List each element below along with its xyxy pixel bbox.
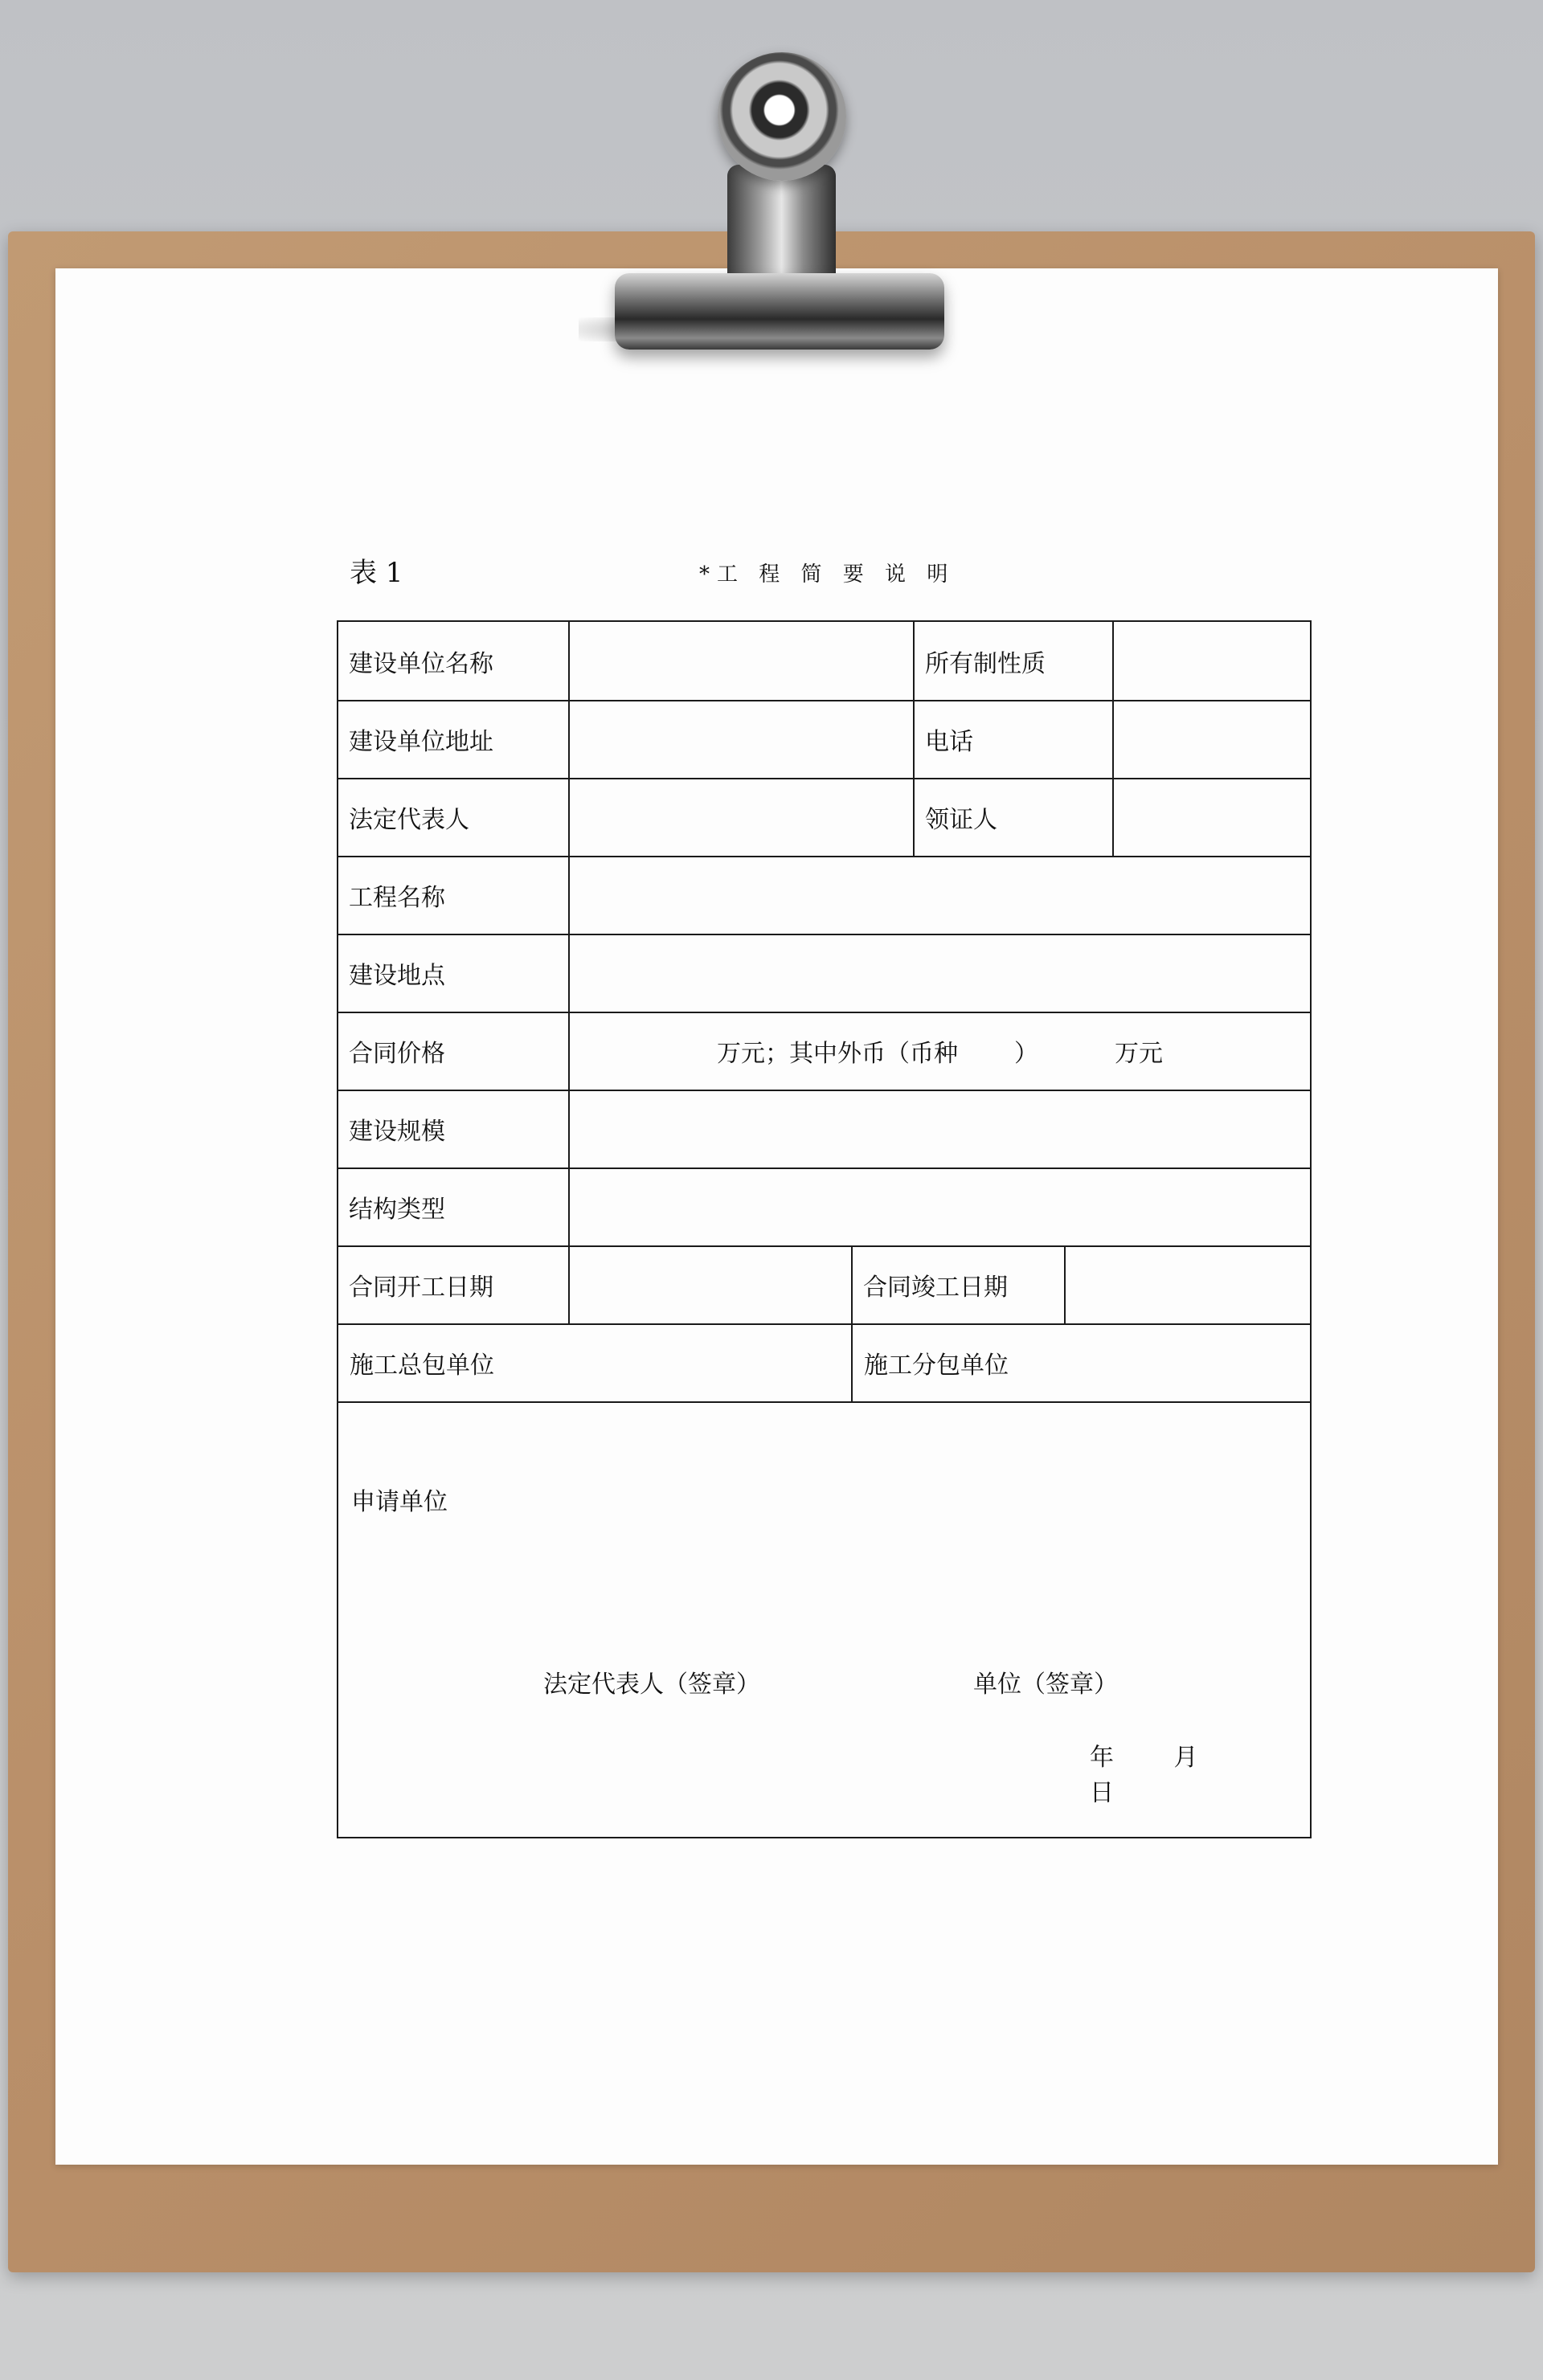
month-label: 月: [1173, 1744, 1198, 1772]
price-text-a: 万元；其中外币（币种: [717, 1039, 958, 1068]
field-legal-rep[interactable]: [570, 778, 915, 856]
binder-clip-ring-icon: [718, 52, 846, 181]
label-site: [338, 934, 570, 1012]
document-title: *工 程 简 要 说 明: [699, 562, 956, 587]
label-text: 所有制性质: [925, 649, 1046, 678]
label-text: 合同价格: [349, 1039, 445, 1068]
form-row-owner-name: [338, 622, 1310, 701]
label-text: 合同竣工日期: [863, 1273, 1008, 1302]
label-structure: [338, 1168, 570, 1245]
application-form: [337, 620, 1312, 1838]
label-subcontractor: 施工分包单位: [864, 1351, 1009, 1380]
unit-seal-label: 单位（签章）: [973, 1670, 1118, 1699]
field-structure[interactable]: [570, 1168, 1310, 1245]
field-owner-name[interactable]: [570, 622, 915, 700]
label-contract-price: [338, 1012, 570, 1090]
year-label: 年: [1090, 1744, 1114, 1772]
label-text: 建设单位地址: [349, 727, 493, 756]
field-subcontractor[interactable]: [853, 1323, 1310, 1401]
label-license-recipient: [915, 778, 1114, 856]
label-text: 电话: [925, 727, 973, 756]
label-text: 结构类型: [349, 1195, 445, 1224]
date-line: [1090, 1737, 1310, 1808]
field-general-contractor[interactable]: [338, 1323, 853, 1401]
field-contract-price[interactable]: [570, 1012, 1310, 1090]
form-row-contractors: [338, 1323, 1310, 1403]
field-ownership-type[interactable]: [1114, 622, 1310, 700]
field-scale[interactable]: [570, 1090, 1310, 1168]
label-owner-name: [338, 622, 570, 700]
form-row-project-name: [338, 856, 1310, 935]
price-text-b: ）: [1014, 1039, 1038, 1068]
label-owner-address: [338, 700, 570, 778]
form-row-contract-price: [338, 1012, 1310, 1091]
applicant-section: [338, 1401, 1310, 1837]
field-completion-date[interactable]: [1066, 1245, 1310, 1323]
field-owner-address[interactable]: [570, 700, 915, 778]
applicant-label: 申请单位: [351, 1488, 448, 1516]
label-phone: [915, 700, 1114, 778]
label-text: 工程名称: [349, 883, 445, 912]
field-site[interactable]: [570, 934, 1310, 1012]
field-start-date[interactable]: [570, 1245, 853, 1323]
binder-clip-bar: [615, 273, 944, 350]
table-number: 表 1: [350, 557, 403, 589]
label-text: 合同开工日期: [349, 1273, 493, 1302]
label-project-name: [338, 856, 570, 934]
label-scale: [338, 1090, 570, 1168]
field-project-name[interactable]: [570, 856, 1310, 934]
label-text: 建设单位名称: [349, 649, 493, 678]
form-row-dates: [338, 1245, 1310, 1325]
label-text: 领证人: [925, 805, 997, 834]
day-label: 日: [1090, 1779, 1114, 1807]
label-ownership-type: [915, 622, 1114, 700]
label-text: 建设规模: [349, 1117, 445, 1146]
label-general-contractor: 施工总包单位: [350, 1351, 494, 1380]
label-text: 法定代表人: [349, 805, 469, 834]
form-row-legal-rep: [338, 778, 1310, 857]
form-row-scale: [338, 1090, 1310, 1169]
form-row-owner-address: [338, 700, 1310, 779]
form-row-structure: [338, 1168, 1310, 1247]
field-phone[interactable]: [1114, 700, 1310, 778]
form-row-site: [338, 934, 1310, 1013]
label-text: 建设地点: [349, 961, 445, 990]
legal-rep-signature-label: 法定代表人（签章）: [543, 1670, 760, 1699]
field-license-recipient[interactable]: [1114, 778, 1310, 856]
label-start-date: [338, 1245, 570, 1323]
label-legal-rep: [338, 778, 570, 856]
price-text-c: 万元: [1115, 1039, 1163, 1068]
label-completion-date: [853, 1245, 1066, 1323]
